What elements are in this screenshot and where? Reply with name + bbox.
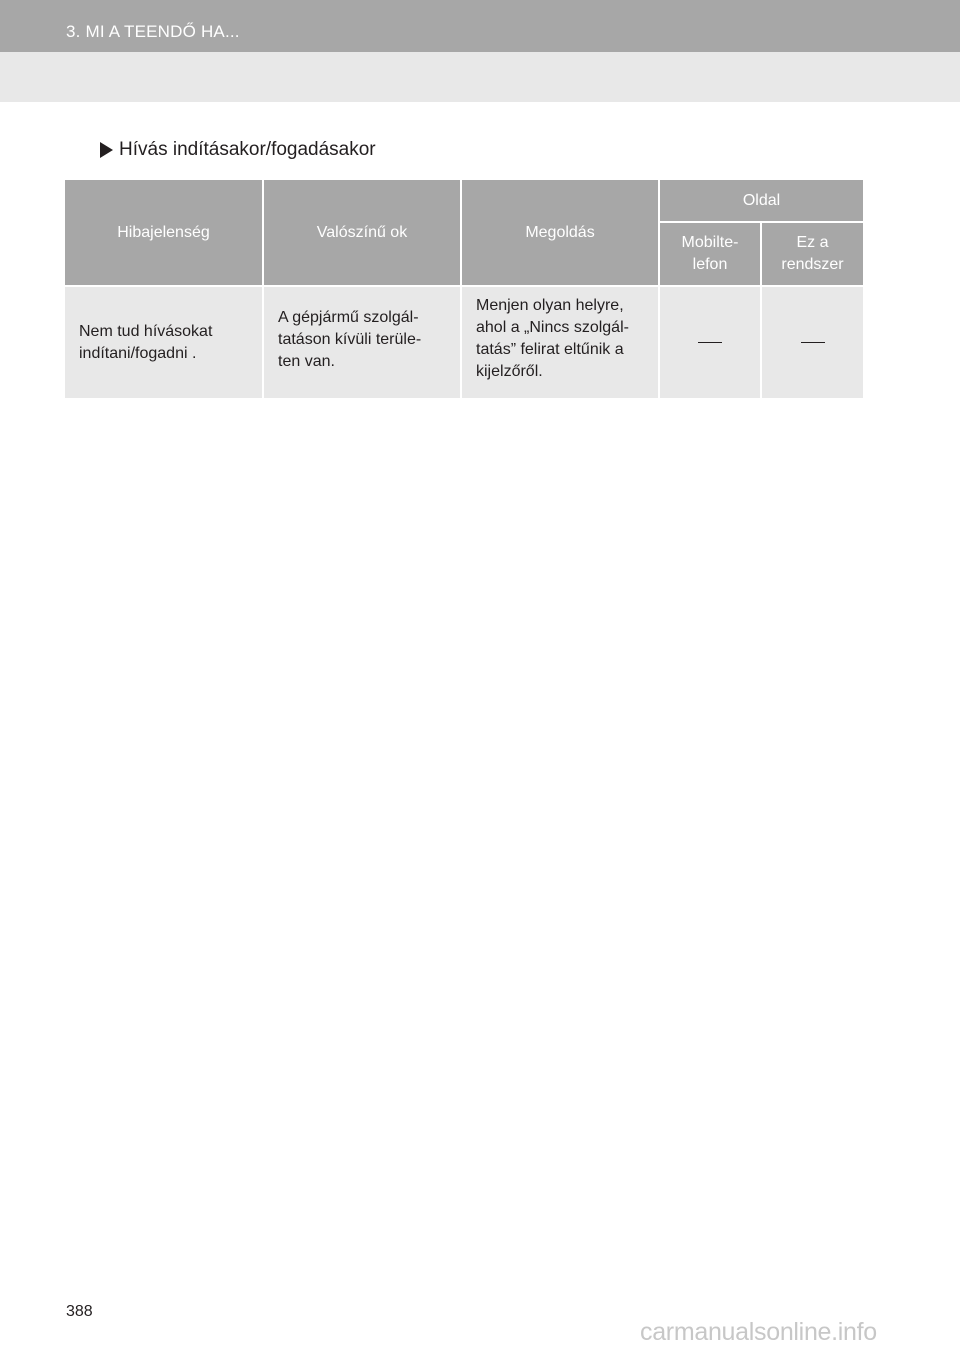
header-page-phone-line2: lefon: [692, 256, 728, 273]
header-page-phone: [659, 222, 761, 286]
header-page-system-line2: rendszer: [781, 256, 844, 273]
header-bar: [0, 0, 960, 52]
troubleshooting-table: [65, 180, 863, 398]
header-cause: Valószínű ok: [263, 180, 461, 286]
cell-page-system: [761, 286, 863, 398]
dash-mark: [698, 342, 722, 343]
section-heading: [100, 139, 376, 161]
table-row: [65, 286, 863, 398]
cause-line: A gépjármű szolgál-: [278, 309, 419, 326]
triangle-right-icon: [100, 142, 113, 158]
header-subbar: [0, 52, 960, 102]
section-heading-text: Hívás indításakor/fogadásakor: [119, 139, 376, 160]
dash-mark: [801, 342, 825, 343]
cell-page-phone: [659, 286, 761, 398]
header-page: Oldal: [659, 180, 863, 222]
cause-line: ten van.: [278, 353, 335, 370]
cell-solution: [461, 286, 659, 398]
solution-line: ahol a „Nincs szolgál-: [476, 319, 629, 336]
watermark: carmanualsonline.info: [640, 1318, 877, 1346]
solution-line: kijelzőről.: [476, 363, 543, 380]
cell-cause: [263, 286, 461, 398]
symptom-line: indítani/fogadni .: [79, 344, 197, 362]
header-solution: Megoldás: [461, 180, 659, 286]
header-page-system: [761, 222, 863, 286]
chapter-title: 3. MI A TEENDŐ HA...: [66, 22, 240, 41]
header-symptom: Hibajelenség: [65, 180, 263, 286]
symptom-line: Nem tud hívásokat: [79, 322, 213, 340]
solution-line: Menjen olyan helyre,: [476, 297, 624, 314]
solution-line: tatás” felirat eltűnik a: [476, 341, 624, 358]
header-page-system-line1: Ez a: [796, 234, 829, 251]
header-page-phone-line1: Mobilte-: [681, 234, 739, 251]
cause-line: tatáson kívüli terüle-: [278, 331, 422, 348]
cell-symptom: [65, 286, 263, 398]
page-number: 388: [66, 1303, 93, 1320]
